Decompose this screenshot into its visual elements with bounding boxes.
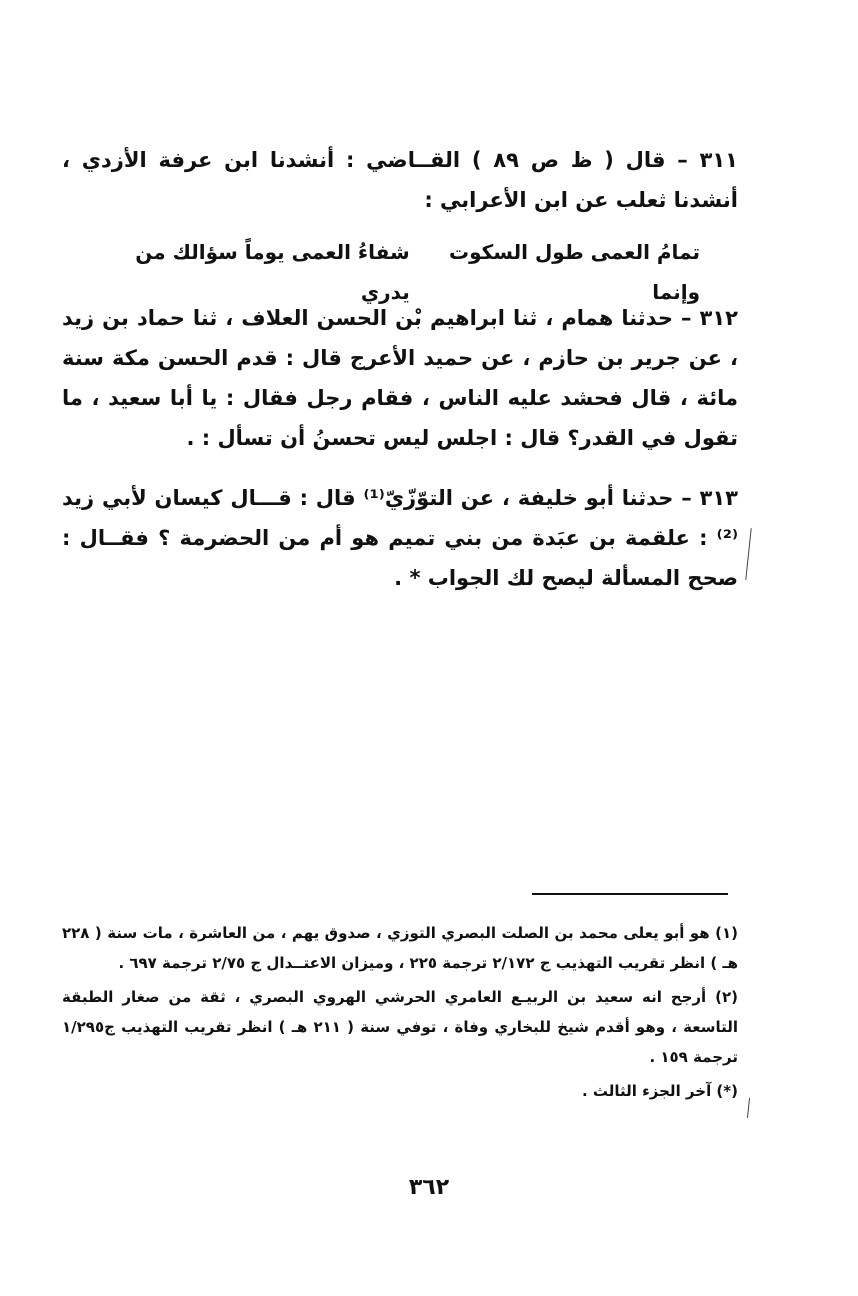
verse-first-hemistich: تمامُ العمى طول السكوت وإنما	[449, 240, 700, 304]
entry-313: ٣١٣ – حدثنا أبو خليفة ، عن التوّزّيّ⁽¹⁾ قال : قـــال كيسان لأبي زيد ⁽²⁾ : علقمة بن عبَدة من بني تميم هو أم من الحضرمة ؟ فقــال : صحح المسألة ليصح لك الجواب * .	[62, 486, 738, 590]
entry-312: ٣١٢ – حدثنا همام ، ثنا ابراهيم بْن الحسن العلاف ، ثنا حماد بن زيد ، عن جرير بن حازم ، عن حميد الأعرج قال : قدم الحسن مكة سنة مائة ، قال فحشد عليه الناس ، فقام رجل فقال : يا أبا سعيد ، ما تقول في القدر؟ قال : اجلس ليس تحسنُ أن تسأل : .	[62, 306, 738, 450]
footnote-end-of-part: (*) آخر الجزء الثالث .	[581, 1082, 738, 1100]
margin-pencil-mark	[747, 1098, 750, 1118]
margin-pencil-mark	[745, 528, 751, 580]
footnote-1: (١) هو أبو يعلى محمد بن الصلت البصري التوزي ، صدوق يهم ، من العاشرة ، مات سنة ( ٢٢٨ هـ ) انظر تقريب التهذيب ج ٢/١٧٢ ترجمة ٢٢٥ ، وميزان الاعتــدال ج ٢/٧٥ ترجمة ٦٩٧ .	[62, 924, 738, 972]
footnote-2: (٢) أرجح انه سعيد بن الربيـع العامري الحرشي الهروي البصري ، ثقة من صغار الطبقة التاسعة ، وهو أقدم شيخ للبخاري وفاة ، توفي سنة ( ٢١١ هـ ) انظر تقريب التهذيب ج١/٢٩٥ ترجمة ١٥٩ .	[62, 988, 738, 1066]
footnote-separator	[532, 893, 728, 895]
entry-311: ٣١١ – قال ( ظ ص ٨٩ ) القــاضي : أنشدنا ابن عرفة الأزدي ، أنشدنا ثعلب عن ابن الأعرابي :	[62, 148, 738, 212]
verse-second-hemistich: شفاءُ العمى يوماً سؤالك من يدري	[135, 240, 410, 304]
page-number: ٣٦٢	[408, 1175, 450, 1200]
footnotes	[62, 918, 738, 1110]
